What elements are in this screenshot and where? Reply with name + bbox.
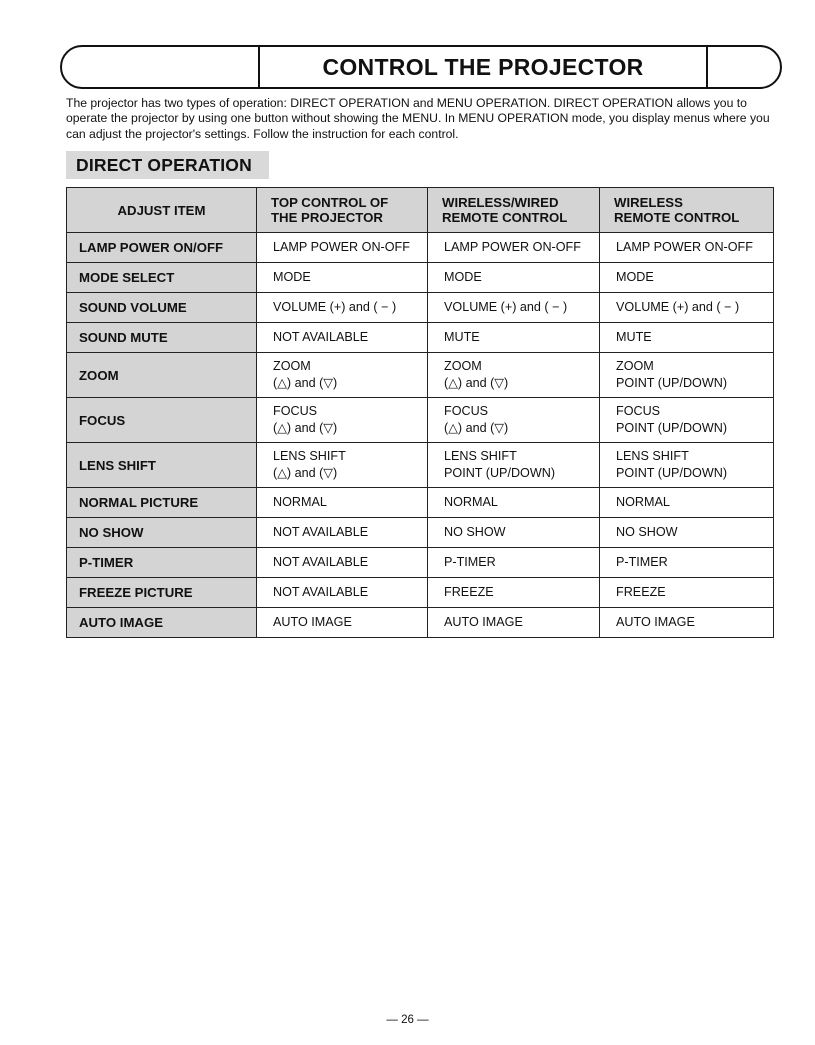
cell-text: POINT (UP/DOWN) [444, 466, 556, 480]
table-row [67, 233, 774, 263]
cell-text: POINT (UP/DOWN) [616, 466, 728, 480]
cell-text: FREEZE [444, 585, 494, 599]
wireless-cell [600, 323, 774, 353]
wireless-cell [600, 548, 774, 578]
table-row [67, 323, 774, 353]
cell-text: MODE [444, 270, 482, 284]
title-box [258, 45, 708, 89]
wireless-wired-cell [428, 293, 600, 323]
wireless-cell [600, 353, 774, 398]
cell-text: ZOOM [273, 359, 311, 373]
top-control-cell [257, 323, 428, 353]
page-number: — 26 — [386, 1014, 429, 1026]
adjust-item-cell: FOCUS [67, 398, 257, 443]
cell-text: MUTE [444, 330, 480, 344]
direct-operation-table [66, 187, 774, 638]
wireless-wired-cell [428, 263, 600, 293]
cell-text: FOCUS [616, 404, 661, 418]
top-control-cell [257, 233, 428, 263]
cell-text: (△) and (▽) [273, 421, 338, 435]
adjust-item-cell: FREEZE PICTURE [67, 578, 257, 608]
cell-text: FOCUS [444, 404, 489, 418]
adjust-item-cell: NO SHOW [67, 518, 257, 548]
header-label: REMOTE CONTROL [614, 210, 740, 225]
wireless-wired-cell [428, 398, 600, 443]
title-banner [60, 45, 782, 89]
wireless-cell [600, 608, 774, 638]
wireless-cell [600, 233, 774, 263]
wireless-wired-cell [428, 353, 600, 398]
cell-text: P-TIMER [616, 555, 668, 569]
cell-text: NOT AVAILABLE [273, 555, 369, 569]
cell-text: NORMAL [616, 495, 670, 509]
cell-text: MUTE [616, 330, 652, 344]
table-row [67, 518, 774, 548]
wireless-wired-cell [428, 578, 600, 608]
cell-text: FREEZE [616, 585, 666, 599]
header-wireless [600, 188, 774, 233]
header-label: REMOTE CONTROL [442, 210, 568, 225]
cell-text: NORMAL [273, 495, 327, 509]
cell-text: POINT (UP/DOWN) [616, 421, 728, 435]
table-row [67, 293, 774, 323]
cell-text: FOCUS [273, 404, 318, 418]
adjust-item-cell: SOUND VOLUME [67, 293, 257, 323]
top-control-cell [257, 353, 428, 398]
top-control-cell [257, 443, 428, 488]
wireless-cell [600, 398, 774, 443]
page-title: CONTROL THE PROJECTOR [322, 53, 644, 80]
cell-text: (△) and (▽) [273, 376, 338, 390]
header-adjust-item [67, 188, 257, 233]
wireless-wired-cell [428, 443, 600, 488]
table-body [67, 233, 774, 638]
top-control-cell [257, 398, 428, 443]
header-wireless-wired [428, 188, 600, 233]
table-header-row [67, 188, 774, 233]
cell-text: P-TIMER [444, 555, 496, 569]
table-row [67, 263, 774, 293]
wireless-wired-cell [428, 518, 600, 548]
top-control-cell [257, 608, 428, 638]
wireless-cell [600, 578, 774, 608]
wireless-wired-cell [428, 548, 600, 578]
table-row [67, 488, 774, 518]
cell-text: AUTO IMAGE [273, 615, 352, 629]
wireless-wired-cell [428, 233, 600, 263]
table-row [67, 578, 774, 608]
cell-text: (△) and (▽) [444, 421, 509, 435]
table-row [67, 443, 774, 488]
cell-text: LENS SHIFT [273, 449, 346, 463]
top-control-cell [257, 518, 428, 548]
cell-text: ZOOM [444, 359, 482, 373]
header-label: TOP CONTROL OF [271, 195, 389, 210]
cell-text: VOLUME (+) and ( − ) [273, 300, 397, 314]
cell-text: AUTO IMAGE [616, 615, 695, 629]
cell-text: NOT AVAILABLE [273, 525, 369, 539]
cell-text: POINT (UP/DOWN) [616, 376, 728, 390]
wireless-cell [600, 443, 774, 488]
header-label: WIRELESS [614, 195, 683, 210]
wireless-cell [600, 518, 774, 548]
cell-text: VOLUME (+) and ( − ) [444, 300, 568, 314]
wireless-wired-cell [428, 488, 600, 518]
cell-text: LAMP POWER ON-OFF [273, 240, 410, 254]
section-heading-text: DIRECT OPERATION [76, 154, 252, 175]
cell-text: NO SHOW [616, 525, 678, 539]
header-label: WIRELESS/WIRED [442, 195, 559, 210]
wireless-wired-cell [428, 323, 600, 353]
cell-text: LENS SHIFT [616, 449, 689, 463]
cell-text: VOLUME (+) and ( − ) [616, 300, 740, 314]
header-top-control [257, 188, 428, 233]
cell-text: NOT AVAILABLE [273, 330, 369, 344]
top-control-cell [257, 488, 428, 518]
header-label: THE PROJECTOR [271, 210, 383, 225]
wireless-wired-cell [428, 608, 600, 638]
adjust-item-cell: ZOOM [67, 353, 257, 398]
cell-text: NO SHOW [444, 525, 506, 539]
adjust-item-cell: AUTO IMAGE [67, 608, 257, 638]
header-label: ADJUST ITEM [117, 202, 206, 218]
cell-text: AUTO IMAGE [444, 615, 523, 629]
top-control-cell [257, 263, 428, 293]
cell-text: (△) and (▽) [273, 466, 338, 480]
table-row [67, 398, 774, 443]
adjust-item-cell: LAMP POWER ON/OFF [67, 233, 257, 263]
adjust-item-cell: NORMAL PICTURE [67, 488, 257, 518]
adjust-item-cell: MODE SELECT [67, 263, 257, 293]
cell-text: (△) and (▽) [444, 376, 509, 390]
cell-text: NOT AVAILABLE [273, 585, 369, 599]
top-control-cell [257, 578, 428, 608]
cell-text: MODE [273, 270, 311, 284]
table-row [67, 548, 774, 578]
cell-text: MODE [616, 270, 654, 284]
cell-text: ZOOM [616, 359, 654, 373]
top-control-cell [257, 293, 428, 323]
cell-text: LENS SHIFT [444, 449, 517, 463]
adjust-item-cell: P-TIMER [67, 548, 257, 578]
cell-text: NORMAL [444, 495, 498, 509]
adjust-item-cell: SOUND MUTE [67, 323, 257, 353]
wireless-cell [600, 488, 774, 518]
top-control-cell [257, 548, 428, 578]
cell-text: LAMP POWER ON-OFF [444, 240, 581, 254]
section-heading [66, 151, 269, 179]
table-row [67, 608, 774, 638]
adjust-item-cell: LENS SHIFT [67, 443, 257, 488]
table-row [67, 353, 774, 398]
cell-text: LAMP POWER ON-OFF [616, 240, 753, 254]
wireless-cell [600, 263, 774, 293]
wireless-cell [600, 293, 774, 323]
intro-paragraph: The projector has two types of operation: DIRECT OPERATION and MENU OPERATION. DIRECT OPERATION allows you to operate the projector by using one button without showing the MENU. In MENU OPERATION mode, you display menus where you can adjust the projector's settings. Follow the instruction for each control. [66, 96, 770, 141]
